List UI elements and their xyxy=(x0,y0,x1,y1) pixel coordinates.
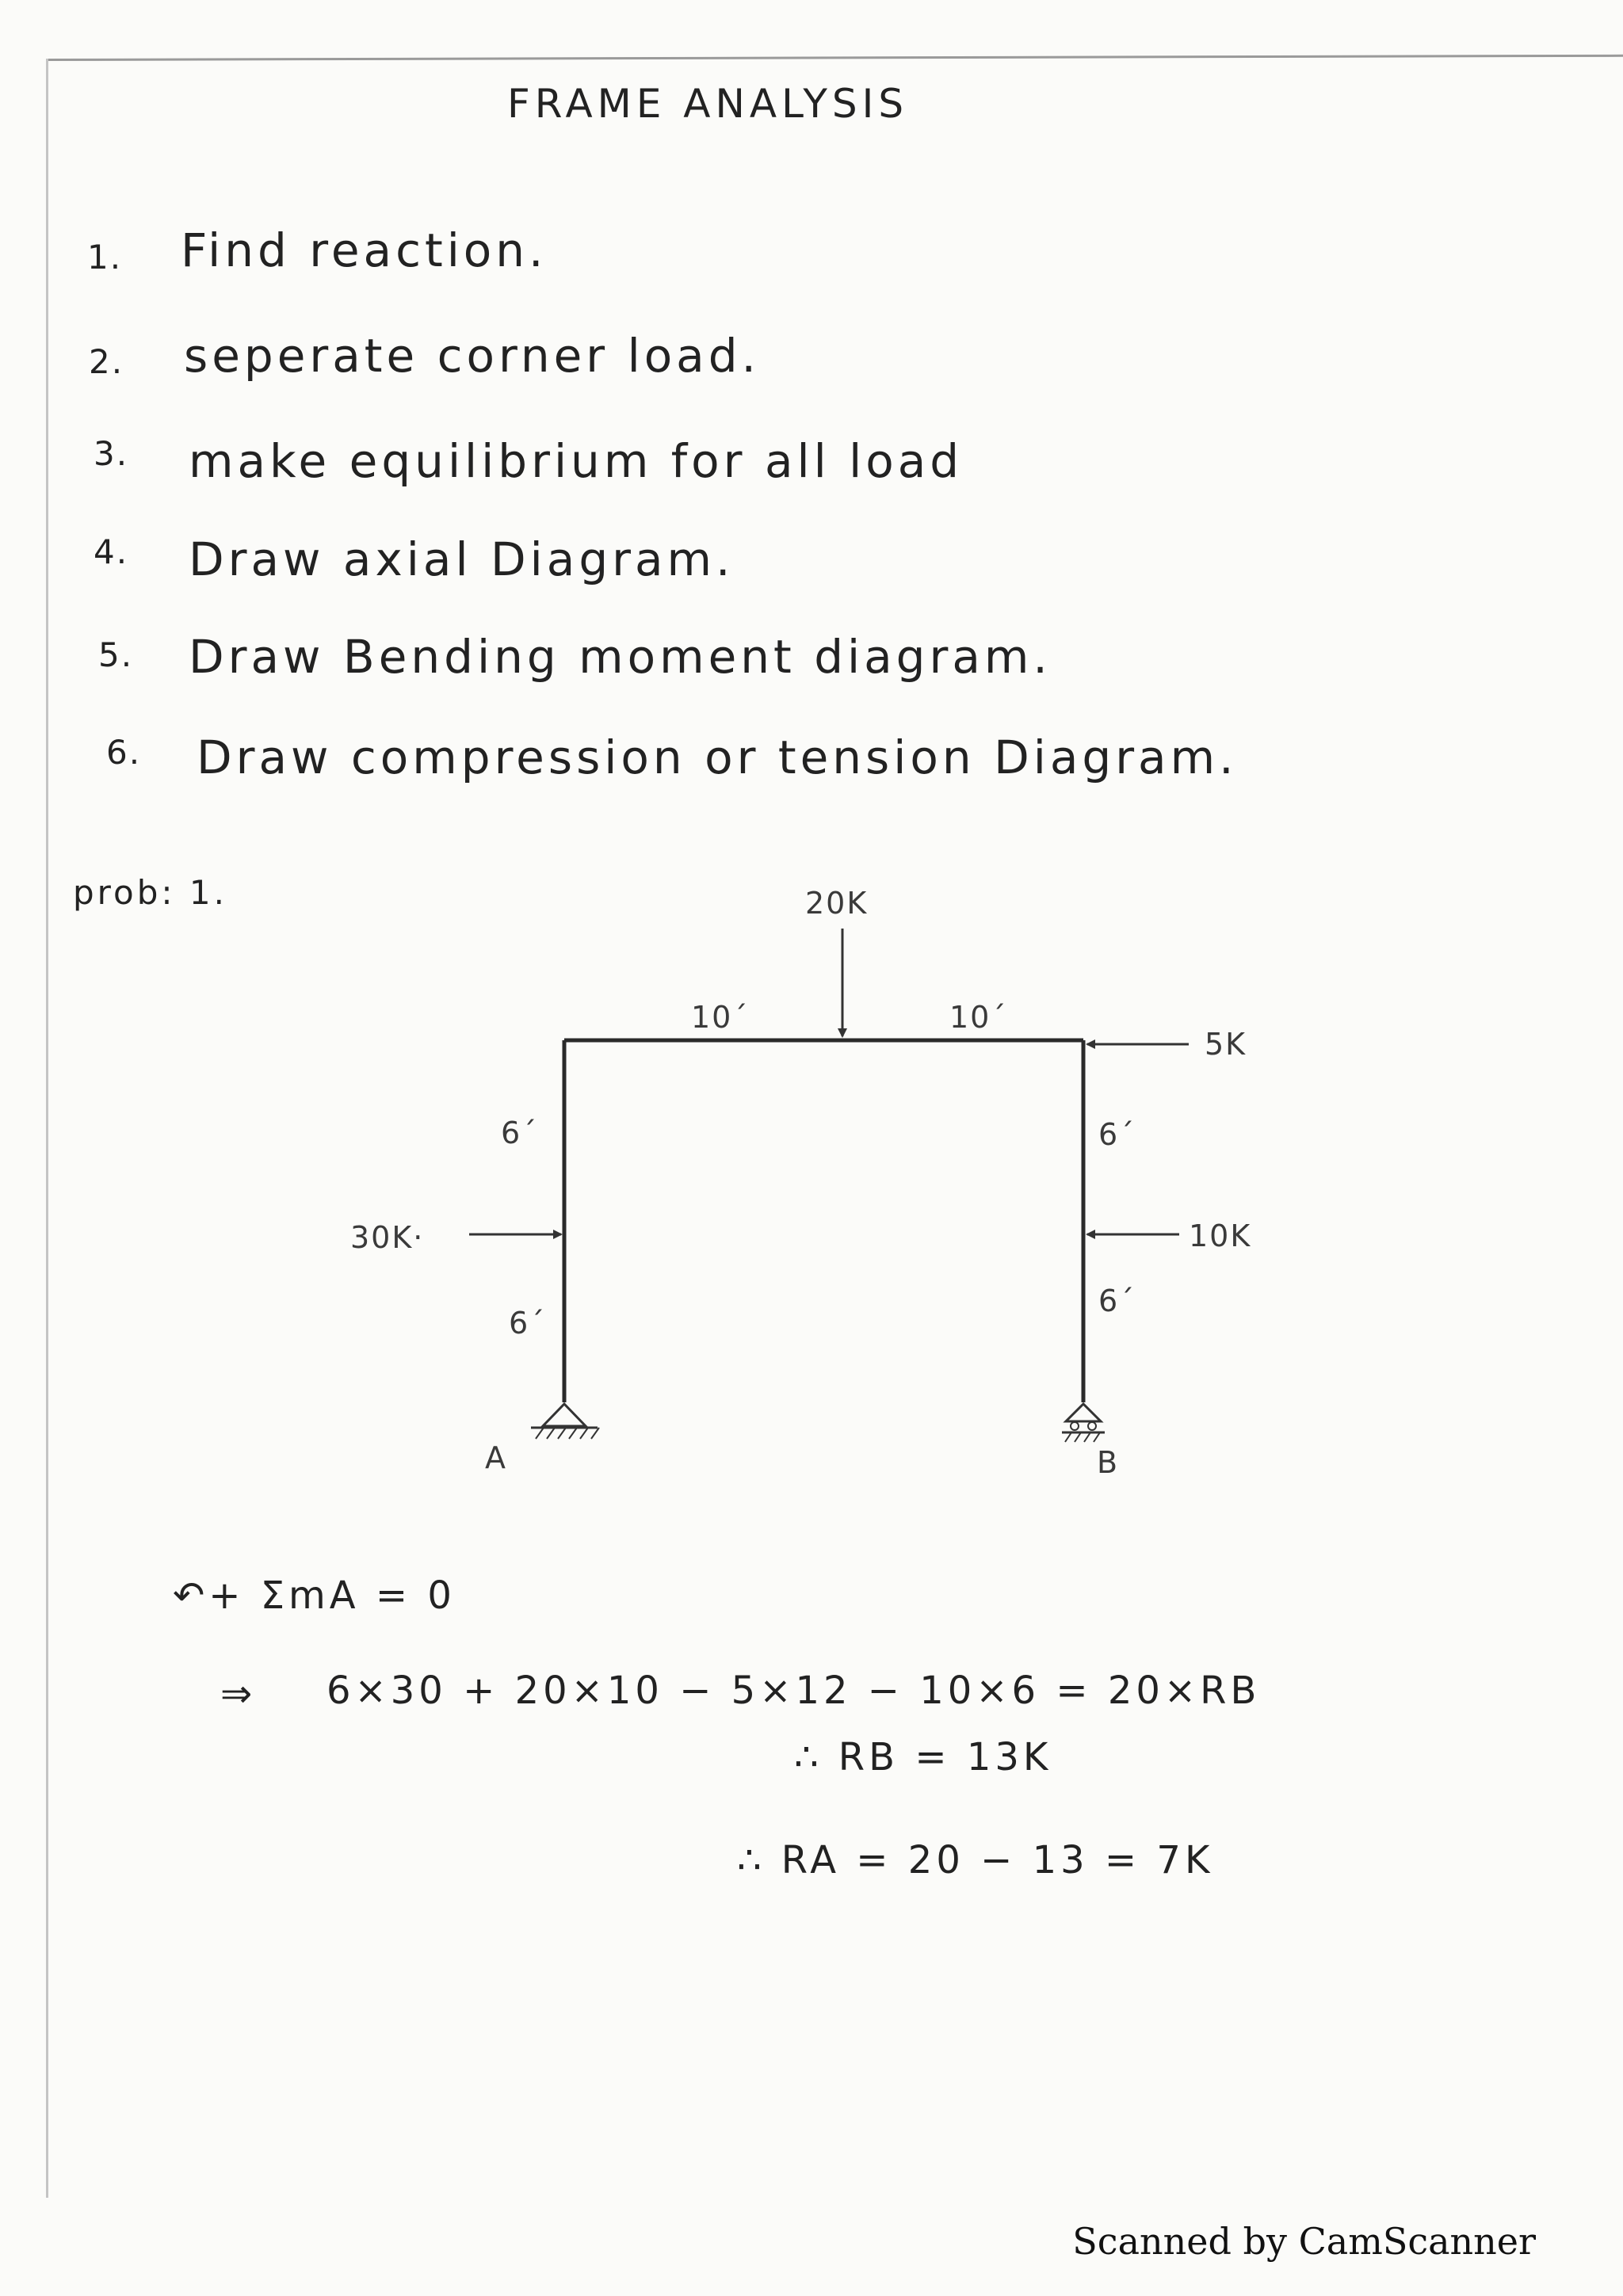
step-1-number: 1. xyxy=(87,238,123,277)
support-label-a: A xyxy=(485,1440,507,1475)
step-4-number: 4. xyxy=(94,532,129,571)
scanner-watermark: Scanned by CamScanner xyxy=(1072,2220,1536,2263)
dim-left-upper: 6´ xyxy=(501,1116,539,1150)
step-2-text: seperate corner load. xyxy=(184,329,760,383)
load-label-10k: 10K xyxy=(1189,1219,1252,1253)
step-6-text: Draw compression or tension Diagram. xyxy=(197,730,1238,784)
step-1-text: Find reaction. xyxy=(181,223,548,277)
step-3-text: make equilibrium for all load xyxy=(189,434,964,488)
implies-arrow: ⇒ xyxy=(220,1672,257,1716)
step-4-text: Draw axial Diagram. xyxy=(189,532,735,586)
roller-support-b xyxy=(1062,1404,1105,1442)
equation-line-2: ∴ RB = 13K xyxy=(794,1735,1052,1779)
dim-right-lower: 6´ xyxy=(1098,1283,1136,1318)
load-label-30k: 30K· xyxy=(350,1220,425,1255)
dim-beam-left: 10´ xyxy=(691,1000,750,1035)
dim-right-upper: 6´ xyxy=(1098,1117,1136,1152)
dim-left-lower: 6´ xyxy=(509,1306,547,1341)
problem-label: prob: 1. xyxy=(73,873,227,912)
step-3-number: 3. xyxy=(94,434,129,473)
step-2-number: 2. xyxy=(89,342,124,381)
pin-support-a xyxy=(531,1404,599,1439)
load-label-5k: 5K xyxy=(1205,1027,1247,1062)
equation-line-3: ∴ RA = 20 − 13 = 7K xyxy=(737,1838,1214,1882)
step-5-text: Draw Bending moment diagram. xyxy=(189,630,1052,684)
equation-line-1: 6×30 + 20×10 − 5×12 − 10×6 = 20×RB xyxy=(327,1669,1261,1713)
dim-beam-right: 10´ xyxy=(949,1000,1008,1035)
support-label-b: B xyxy=(1097,1445,1120,1480)
step-6-number: 6. xyxy=(106,733,142,772)
page-title: FRAME ANALYSIS xyxy=(507,81,909,127)
step-5-number: 5. xyxy=(98,635,134,674)
load-label-20k: 20K xyxy=(805,886,869,921)
moment-equation: ↶+ ΣmA = 0 xyxy=(173,1573,456,1618)
